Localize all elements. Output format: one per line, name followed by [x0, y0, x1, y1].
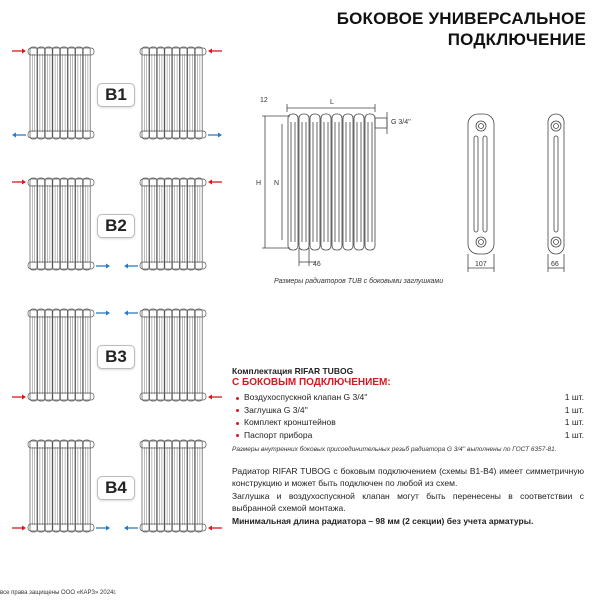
kit-item-qty: 1 шт.: [564, 417, 584, 428]
radiator-section: [180, 178, 187, 270]
radiator-section: [38, 178, 45, 270]
side-view-2-column: [548, 114, 564, 272]
radiator-section: [68, 440, 75, 532]
radiator-section: [157, 47, 164, 139]
radiator-section: [354, 114, 364, 250]
radiator-section: [188, 440, 195, 532]
radiator-section: [195, 47, 202, 139]
supply-arrow-icon: [208, 180, 222, 185]
radiator-section: [172, 440, 179, 532]
radiator-section: [172, 47, 179, 139]
radiator-section: [142, 309, 149, 401]
kit-item: Воздухоспускной клапан G 3/4'' 1 шт.: [232, 391, 584, 404]
scheme-b4: [0, 439, 215, 539]
dim-depth-107: 107: [475, 261, 487, 268]
scheme-label: B2: [97, 214, 135, 238]
scheme-label: B3: [97, 345, 135, 369]
scheme-b3: [0, 308, 215, 408]
radiator-section: [38, 309, 45, 401]
radiator-section: [53, 309, 60, 401]
dim-thread: G 3/4'': [391, 119, 411, 126]
radiator-section: [321, 114, 331, 250]
radiator-right: [134, 46, 220, 142]
radiator-section: [150, 440, 157, 532]
radiator-section: [60, 47, 67, 139]
radiator-section: [288, 114, 298, 250]
radiator-section: [142, 440, 149, 532]
dim-axis: N: [274, 180, 280, 187]
radiator-section: [142, 47, 149, 139]
radiator-section: [53, 178, 60, 270]
radiator-section: [157, 309, 164, 401]
radiator-section: [68, 178, 75, 270]
kit-contents: [232, 366, 584, 453]
scheme-label: B4: [97, 476, 135, 500]
radiator-left: [22, 46, 108, 142]
radiator-section: [83, 47, 90, 139]
return-arrow-icon: [12, 133, 26, 138]
copyright: все права защищены ООО «КАРЗ» 2024г.: [0, 590, 117, 596]
kit-item-qty: 1 шт.: [564, 404, 584, 415]
radiator-section: [60, 440, 67, 532]
supply-arrow-icon: [208, 526, 222, 531]
radiator-right: [134, 439, 220, 535]
dim-pitch: 46: [313, 261, 321, 268]
kit-item: Комплект кронштейнов 1 шт.: [232, 416, 584, 429]
radiator-section: [76, 178, 83, 270]
radiator-section: [195, 309, 202, 401]
radiator-section: [157, 178, 164, 270]
radiator-section: [76, 309, 83, 401]
dimension-drawing: [250, 90, 600, 280]
page-title: БОКОВОЕ УНИВЕРСАЛЬНОЕ ПОДКЛЮЧЕНИЕ: [336, 9, 586, 49]
scheme-b1: [0, 46, 215, 146]
radiator-section: [76, 440, 83, 532]
radiator-section: [188, 178, 195, 270]
radiator-section: [30, 178, 37, 270]
kit-note: Размеры внутренних боковых присоединительных резьб радиатора G 3/4'' выполнены по ГОСТ 6357-81.: [232, 446, 557, 453]
radiator-section: [45, 178, 52, 270]
kit-item-qty: 1 шт.: [564, 392, 584, 403]
radiator-section: [83, 309, 90, 401]
return-arrow-icon: [124, 264, 138, 269]
radiator-section: [53, 440, 60, 532]
radiator-section: [53, 47, 60, 139]
front-view: [262, 104, 387, 266]
supply-arrow-icon: [12, 180, 26, 185]
return-arrow-icon: [96, 526, 110, 531]
description: Радиатор RIFAR TUBOG с боковым подключением (схемы B1-B4) имеет симметричную конструкцию и может быть подключен по любой из схем. Заглушка и воздухоспускной клапан могут быть перенесены в соответствии с выбранной схемой монтажа. Минимальная длина радиатора – 98 мм (2 секции) без учета арматуры.: [232, 466, 584, 526]
scheme-label: B1: [97, 83, 135, 107]
radiator-left: [22, 308, 108, 404]
radiator-section: [38, 47, 45, 139]
radiator-section: [60, 309, 67, 401]
radiator-section: [157, 440, 164, 532]
kit-item: Заглушка G 3/4'' 1 шт.: [232, 404, 584, 417]
return-arrow-icon: [208, 133, 222, 138]
radiator-section: [68, 309, 75, 401]
radiator-section: [310, 114, 320, 250]
radiator-section: [195, 440, 202, 532]
radiator-section: [45, 47, 52, 139]
return-arrow-icon: [124, 311, 138, 316]
radiator-section: [165, 440, 172, 532]
radiator-section: [365, 114, 375, 250]
radiator-section: [38, 440, 45, 532]
dim-height: H: [256, 180, 262, 187]
bullet-icon: [236, 422, 239, 425]
return-arrow-icon: [96, 311, 110, 316]
side-view-3-column: [468, 114, 494, 272]
dim-offset: 12: [260, 97, 268, 104]
radiator-left: [22, 439, 108, 535]
supply-arrow-icon: [12, 49, 26, 54]
radiator-section: [180, 309, 187, 401]
bullet-icon: [236, 409, 239, 412]
kit-title: Комплектация RIFAR TUBOG: [232, 366, 354, 376]
radiator-section: [30, 309, 37, 401]
radiator-section: [165, 178, 172, 270]
radiator-section: [68, 47, 75, 139]
radiator-left: [22, 177, 108, 273]
radiator-section: [45, 440, 52, 532]
kit-item-qty: 1 шт.: [564, 429, 584, 440]
radiator-right: [134, 308, 220, 404]
return-arrow-icon: [96, 264, 110, 269]
radiator-section: [142, 178, 149, 270]
radiator-right: [134, 177, 220, 273]
radiator-section: [332, 114, 342, 250]
radiator-section: [188, 47, 195, 139]
supply-arrow-icon: [208, 395, 222, 400]
return-arrow-icon: [124, 526, 138, 531]
radiator-section: [180, 47, 187, 139]
radiator-section: [150, 178, 157, 270]
drawing-caption: Размеры радиаторов TUB с боковыми заглушками: [274, 278, 444, 285]
supply-arrow-icon: [208, 49, 222, 54]
bullet-icon: [236, 397, 239, 400]
radiator-section: [30, 440, 37, 532]
radiator-section: [172, 309, 179, 401]
radiator-section: [60, 178, 67, 270]
radiator-section: [343, 114, 353, 250]
dim-depth-66: 66: [551, 261, 559, 268]
radiator-section: [195, 178, 202, 270]
supply-arrow-icon: [12, 395, 26, 400]
radiator-section: [188, 309, 195, 401]
kit-subtitle: С БОКОВЫМ ПОДКЛЮЧЕНИЕМ:: [232, 377, 391, 388]
radiator-section: [165, 309, 172, 401]
radiator-section: [172, 178, 179, 270]
dim-length: L: [330, 99, 334, 106]
radiator-section: [299, 114, 309, 250]
radiator-section: [45, 309, 52, 401]
radiator-section: [30, 47, 37, 139]
radiator-section: [150, 309, 157, 401]
bullet-icon: [236, 434, 239, 437]
radiator-section: [83, 440, 90, 532]
radiator-section: [165, 47, 172, 139]
radiator-section: [83, 178, 90, 270]
radiator-section: [76, 47, 83, 139]
scheme-b2: [0, 177, 215, 277]
radiator-section: [150, 47, 157, 139]
kit-item: Паспорт прибора 1 шт.: [232, 429, 584, 442]
radiator-section: [180, 440, 187, 532]
supply-arrow-icon: [12, 526, 26, 531]
